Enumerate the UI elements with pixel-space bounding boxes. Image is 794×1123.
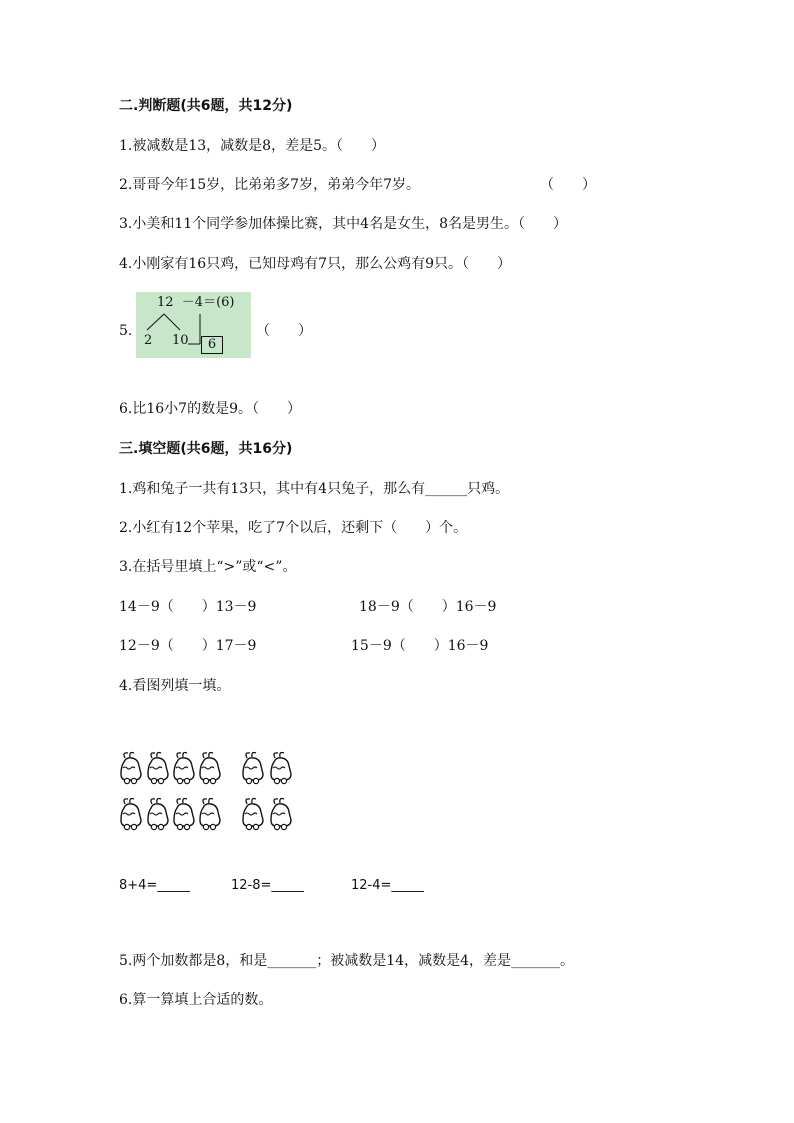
judge-question-2: 2.哥哥今年15岁，比弟弟多7岁，弟弟今年7岁。 [119, 177, 420, 193]
hen-icon [200, 753, 220, 784]
hen-icon [243, 799, 263, 830]
hen-icon [148, 753, 168, 784]
hen-icon [271, 753, 291, 784]
fill-question-2: 2.小红有12个苹果，吃了7个以后，还剩下（ ）个。 [119, 520, 468, 536]
equation-blank: 12-8=_____ [231, 878, 304, 893]
fill-question-5: 5.两个加数都是8，和是_______；被减数是14，减数是4，差是_______。 [119, 953, 574, 969]
equation-blank: 12-4=_____ [351, 878, 424, 893]
figure-answer-box: 6 [201, 336, 223, 354]
section2-title: 二.判断题(共6题，共12分) [119, 98, 293, 114]
hen-picture [119, 748, 304, 834]
fill-question-1: 1.鸡和兔子一共有13只，其中有4只兔子，那么有______只鸡。 [119, 481, 510, 497]
hen-icon [148, 799, 168, 830]
compare-item: 14－9（ ）13－9 [119, 599, 257, 615]
compare-item: 12－9（ ）17－9 [119, 638, 257, 654]
hen-icon [121, 753, 141, 784]
figure-branch-lines [136, 292, 251, 358]
compare-item: 18－9（ ）16－9 [359, 599, 497, 615]
figure-left-part: 2 [144, 333, 153, 348]
compare-item: 15－9（ ）16－9 [351, 638, 489, 654]
hen-icon [174, 753, 194, 784]
hen-icon [200, 799, 220, 830]
judge-question-3: 3.小美和11个同学参加体操比赛，其中4名是女生，8名是男生。（ ） [119, 216, 567, 232]
decomposition-figure [136, 292, 251, 358]
fill-question-4-prompt: 4.看图列填一填。 [119, 678, 231, 694]
judge-question-6: 6.比16小7的数是9。（ ） [119, 401, 301, 417]
judge-question-4: 4.小刚家有16只鸡，已知母鸡有7只，那么公鸡有9只。（ ） [119, 256, 511, 272]
judge-question-5-answer-paren: （ ） [256, 323, 312, 339]
hen-icon [121, 799, 141, 830]
judge-question-1: 1.被减数是13，减数是8，差是5。（ ） [119, 138, 385, 154]
fill-question-6: 6.算一算填上合适的数。 [119, 992, 273, 1008]
section3-title: 三.填空题(共6题，共16分) [119, 441, 293, 457]
figure-expression: 12 －4＝(6) [157, 295, 235, 310]
hen-icon [243, 753, 263, 784]
hen-icon [271, 799, 291, 830]
equation-blank: 8+4=_____ [119, 878, 190, 893]
fill-question-3-prompt: 3.在括号里填上“>”或“<”。 [119, 559, 297, 575]
figure-mid-part: 10 [172, 333, 189, 348]
judge-question-5-number: 5. [119, 323, 133, 339]
judge-question-2-answer-paren: （ ） [540, 177, 596, 193]
hen-icon [174, 799, 194, 830]
